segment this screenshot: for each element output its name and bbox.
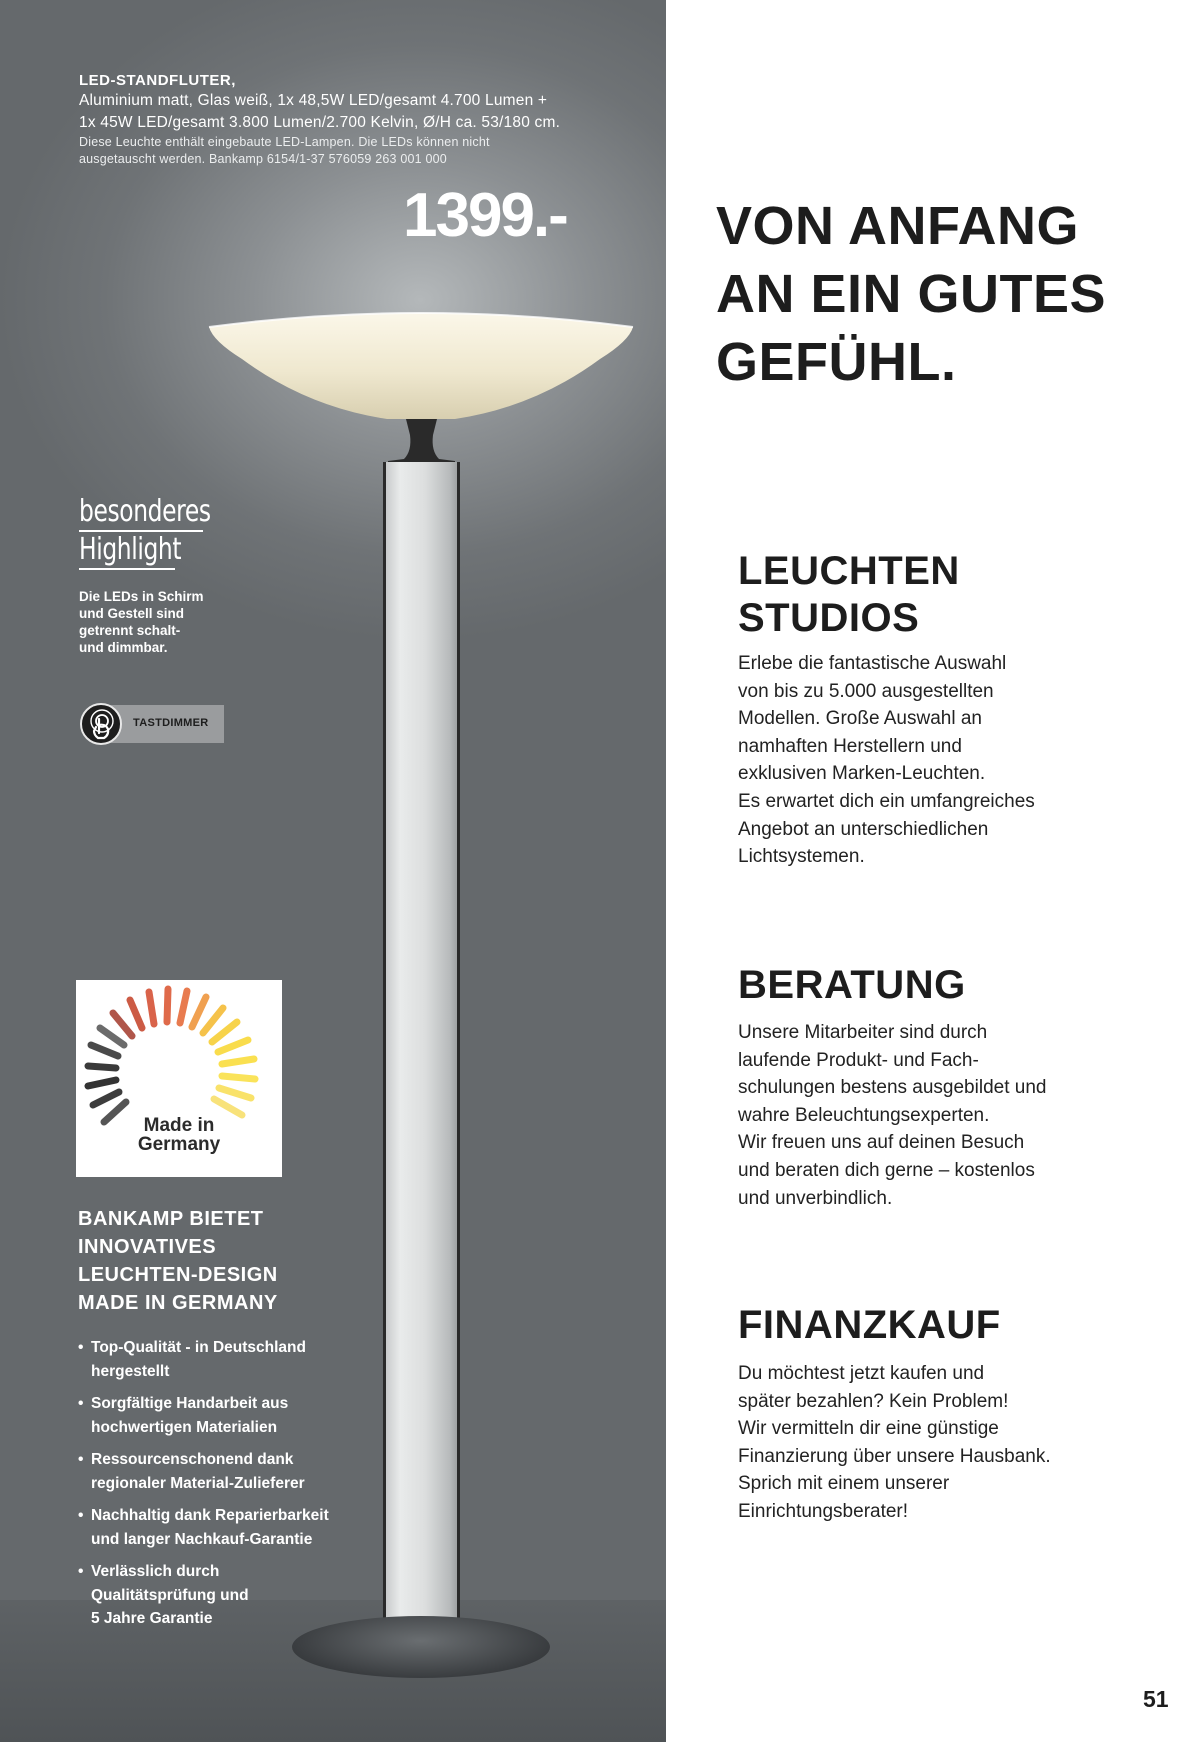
- body-line: Modellen. Große Auswahl an: [738, 708, 982, 730]
- body-line: Sprich mit einem unserer: [738, 1473, 950, 1495]
- body-line: laufende Produkt- und Fach-: [738, 1049, 979, 1071]
- bankamp-heading: [78, 1205, 378, 1317]
- bankamp-bullet-list: [78, 1336, 398, 1640]
- bullet-line: Verlässlich durch: [91, 1563, 220, 1580]
- highlight-description-line: und Gestell sind: [79, 606, 185, 621]
- touch-hand-icon: [80, 703, 122, 745]
- body-line: später bezahlen? Kein Problem!: [738, 1390, 1009, 1412]
- highlight-description: [79, 588, 259, 656]
- bullet-line: und langer Nachkauf-Garantie: [91, 1530, 313, 1548]
- body-line: Unsere Mitarbeiter sind durch: [738, 1022, 988, 1043]
- bullet-line: 5 Jahre Garantie: [91, 1610, 213, 1627]
- bullet-item: • Sorgfältige Handarbeit aus hochwertigen Materialien: [78, 1392, 398, 1439]
- product-spec-line: Aluminium matt, Glas weiß, 1x 48,5W LED/gesamt 4.700 Lumen +: [79, 92, 548, 109]
- body-line: namhaften Herstellern und: [738, 735, 962, 757]
- body-line: Angebot an unterschiedlichen: [738, 818, 989, 840]
- bullet-line: Sorgfältige Handarbeit aus: [91, 1395, 289, 1412]
- lamp-neck: [383, 417, 460, 467]
- made-in-germany-line-1: Made in: [143, 1115, 215, 1136]
- tastdimmer-label: TASTDIMMER: [133, 717, 209, 729]
- bullet-item: • Ressourcenschonend dank regionaler Material-Zulieferer: [78, 1448, 398, 1495]
- body-line: wahre Beleuchtungsexperten.: [738, 1104, 990, 1126]
- section-heading-beratung: [738, 962, 1158, 1009]
- body-line: Finanzierung über unsere Hausbank.: [738, 1445, 1051, 1467]
- bullet-item: • Verlässlich durch Qualitätsprüfung und 5 Jahre Garantie: [78, 1560, 398, 1631]
- section-heading-line: STUDIOS: [738, 596, 920, 640]
- section-body-beratung: [738, 1019, 1158, 1212]
- section-body-finanzkauf: [738, 1360, 1158, 1526]
- product-note-line: ausgetauscht werden. Bankamp 6154/1-37 576059 263 001 000: [79, 152, 447, 166]
- body-line: Erlebe die fantastische Auswahl: [738, 653, 1007, 674]
- page-headline-line: VON ANFANG: [716, 196, 1080, 256]
- page-number: 51: [1143, 1686, 1169, 1712]
- body-line: Einrichtungsberater!: [738, 1500, 909, 1522]
- highlight-description-line: Die LEDs in Schirm: [79, 589, 204, 604]
- bullet-line: Top-Qualität - in Deutschland: [91, 1339, 306, 1356]
- tastdimmer-badge: [80, 703, 225, 743]
- bullet-line: Nachhaltig dank Reparierbarkeit: [91, 1507, 329, 1524]
- bullet-line: hochwertigen Materialien: [91, 1418, 278, 1436]
- bankamp-heading-line: BANKAMP BIETET: [78, 1208, 264, 1230]
- section-heading-finanzkauf: [738, 1302, 1158, 1349]
- section-heading-line: LEUCHTEN: [738, 549, 960, 593]
- highlight-description-line: und dimmbar.: [79, 640, 168, 655]
- body-line: Lichtsystemen.: [738, 846, 865, 868]
- body-line: exklusiven Marken-Leuchten.: [738, 763, 986, 785]
- section-heading-line: FINANZKAUF: [738, 1303, 1001, 1347]
- bullet-item: • Nachhaltig dank Reparierbarkeit und langer Nachkauf-Garantie: [78, 1504, 398, 1551]
- body-line: und unverbindlich.: [738, 1187, 893, 1209]
- bullet-line: hergestellt: [91, 1362, 170, 1380]
- product-note-line: Diese Leuchte enthält eingebaute LED-Lampen. Die LEDs können nicht: [79, 135, 490, 149]
- bullet-line: Ressourcenschonend dank: [91, 1451, 294, 1468]
- page-headline-line: GEFÜHL.: [716, 332, 957, 392]
- made-in-germany-line-2: Germany: [137, 1134, 221, 1155]
- bullet-line: Qualitätsprüfung und: [91, 1586, 249, 1604]
- bankamp-heading-line: LEUCHTEN-DESIGN: [78, 1264, 278, 1286]
- made-in-germany-logo: [76, 980, 282, 1177]
- body-line: Wir vermitteln dir eine günstige: [738, 1418, 999, 1440]
- highlight-line-1: besonderes: [79, 494, 211, 529]
- page-headline-line: AN EIN GUTES: [716, 264, 1107, 324]
- body-line: schulungen bestens ausgebildet und: [738, 1077, 1047, 1099]
- bankamp-heading-line: MADE IN GERMANY: [78, 1292, 278, 1314]
- highlight-description-line: getrennt schalt-: [79, 623, 181, 638]
- bullet-line: regionaler Material-Zulieferer: [91, 1474, 305, 1492]
- bankamp-heading-line: INNOVATIVES: [78, 1236, 217, 1258]
- product-spec-line: 1x 45W LED/gesamt 3.800 Lumen/2.700 Kelvin, Ø/H ca. 53/180 cm.: [79, 114, 561, 131]
- product-title: LED-STANDFLUTER,: [79, 72, 236, 89]
- page-headline: [716, 192, 1176, 396]
- body-line: Wir freuen uns auf deinen Besuch: [738, 1132, 1025, 1154]
- section-body-leuchten-studios: [738, 650, 1158, 871]
- bullet-item: • Top-Qualität - in Deutschland hergestellt: [78, 1336, 398, 1383]
- section-heading-line: BERATUNG: [738, 963, 966, 1007]
- section-heading-leuchten-studios: [738, 548, 1158, 642]
- body-line: Es erwartet dich ein umfangreiches: [738, 790, 1035, 812]
- product-price: 1399.-: [403, 181, 567, 250]
- lamp-shade: [205, 307, 637, 425]
- body-line: Du möchtest jetzt kaufen und: [738, 1363, 985, 1384]
- highlight-underline: [79, 568, 175, 570]
- highlight-line-2: Highlight: [79, 532, 182, 567]
- body-line: von bis zu 5.000 ausgestellten: [738, 680, 994, 702]
- body-line: und beraten dich gerne – kostenlos: [738, 1159, 1035, 1181]
